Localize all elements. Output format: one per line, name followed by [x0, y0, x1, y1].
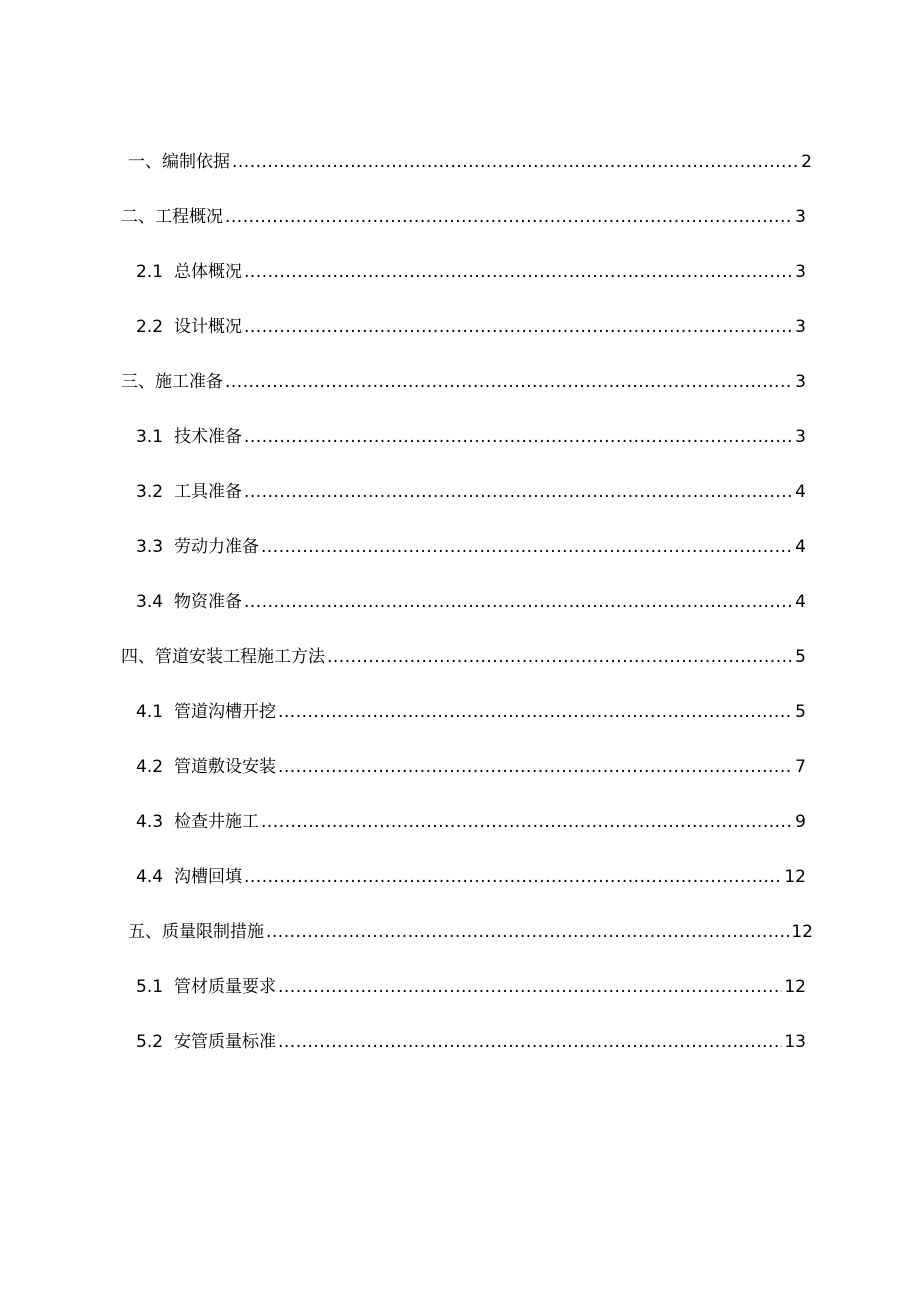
toc-section-number: 3.2	[136, 482, 164, 502]
toc-entry-4[interactable]	[121, 645, 806, 669]
toc-page-number: 9	[795, 812, 806, 832]
toc-entry-title: 技术准备	[174, 427, 242, 447]
toc-dot-leader	[244, 425, 793, 449]
toc-dot-leader	[225, 205, 793, 229]
toc-section-number: 4.1	[136, 702, 164, 722]
toc-entry-title: 劳动力准备	[174, 537, 259, 557]
toc-dot-leader	[278, 1030, 782, 1054]
toc-entry-3-2[interactable]	[136, 480, 806, 504]
toc-entry-1[interactable]	[128, 150, 812, 174]
toc-page-number: 3	[795, 427, 806, 447]
toc-section-number: 3.3	[136, 537, 164, 557]
toc-entry-5-1[interactable]	[136, 975, 806, 999]
toc-entry-title: 工具准备	[174, 482, 242, 502]
toc-entry-title: 管材质量要求	[174, 977, 276, 997]
toc-section-number: 4.2	[136, 757, 164, 777]
toc-entry-title: 检查井施工	[174, 812, 259, 832]
toc-entry-5-2[interactable]	[136, 1030, 806, 1054]
toc-dot-leader	[244, 315, 793, 339]
toc-entry-4-3[interactable]	[136, 810, 806, 834]
toc-entry-3-1[interactable]	[136, 425, 806, 449]
toc-page-number: 4	[795, 592, 806, 612]
toc-page-number: 3	[795, 372, 806, 392]
toc-dot-leader	[244, 590, 793, 614]
toc-entry-3[interactable]	[121, 370, 806, 394]
toc-entry-2-1[interactable]	[136, 260, 806, 284]
toc-section-number: 5.1	[136, 977, 164, 997]
toc-dot-leader	[244, 865, 782, 889]
toc-dot-leader	[261, 535, 793, 559]
toc-entry-3-3[interactable]	[136, 535, 806, 559]
toc-dot-leader	[225, 370, 793, 394]
toc-page-number: 5	[795, 647, 806, 667]
toc-page-number: 12	[791, 922, 813, 942]
toc-entry-2[interactable]	[121, 205, 806, 229]
toc-entry-title: 沟槽回填	[174, 867, 242, 887]
toc-dot-leader	[261, 810, 793, 834]
toc-entry-4-4[interactable]	[136, 865, 806, 889]
toc-section-number: 2.2	[136, 317, 164, 337]
toc-page-number: 13	[784, 1032, 806, 1052]
toc-entry-4-1[interactable]	[136, 700, 806, 724]
toc-section-number: 5.2	[136, 1032, 164, 1052]
toc-dot-leader	[266, 920, 789, 944]
toc-dot-leader	[278, 975, 782, 999]
toc-entry-title: 四、管道安装工程施工方法	[121, 647, 325, 667]
toc-dot-leader	[232, 150, 799, 174]
toc-entry-3-4[interactable]	[136, 590, 806, 614]
toc-entry-title: 管道敷设安装	[174, 757, 276, 777]
toc-dot-leader	[327, 645, 793, 669]
toc-page-number: 3	[795, 317, 806, 337]
toc-entry-title: 设计概况	[174, 317, 242, 337]
toc-page-number: 4	[795, 537, 806, 557]
toc-page-number: 3	[795, 262, 806, 282]
toc-entry-title: 二、工程概况	[121, 207, 223, 227]
toc-page-number: 7	[795, 757, 806, 777]
toc-entry-title: 一、编制依据	[128, 152, 230, 172]
toc-entry-2-2[interactable]	[136, 315, 806, 339]
toc-dot-leader	[244, 480, 793, 504]
toc-section-number: 4.3	[136, 812, 164, 832]
toc-entry-title: 五、质量限制措施	[128, 922, 264, 942]
toc-page-number: 2	[801, 152, 812, 172]
toc-dot-leader	[244, 260, 793, 284]
toc-entry-title: 总体概况	[174, 262, 242, 282]
toc-entry-5[interactable]	[128, 920, 813, 944]
toc-page-number: 5	[795, 702, 806, 722]
toc-dot-leader	[278, 700, 793, 724]
toc-page-number: 12	[784, 867, 806, 887]
toc-section-number: 2.1	[136, 262, 164, 282]
toc-section-number: 3.1	[136, 427, 164, 447]
toc-section-number: 4.4	[136, 867, 164, 887]
toc-entry-title: 三、施工准备	[121, 372, 223, 392]
toc-page-number: 4	[795, 482, 806, 502]
toc-entry-title: 物资准备	[174, 592, 242, 612]
toc-page-number: 3	[795, 207, 806, 227]
toc-page-number: 12	[784, 977, 806, 997]
toc-entry-title: 安管质量标准	[174, 1032, 276, 1052]
toc-entry-4-2[interactable]	[136, 755, 806, 779]
toc-section-number: 3.4	[136, 592, 164, 612]
toc-dot-leader	[278, 755, 793, 779]
toc-entry-title: 管道沟槽开挖	[174, 702, 276, 722]
